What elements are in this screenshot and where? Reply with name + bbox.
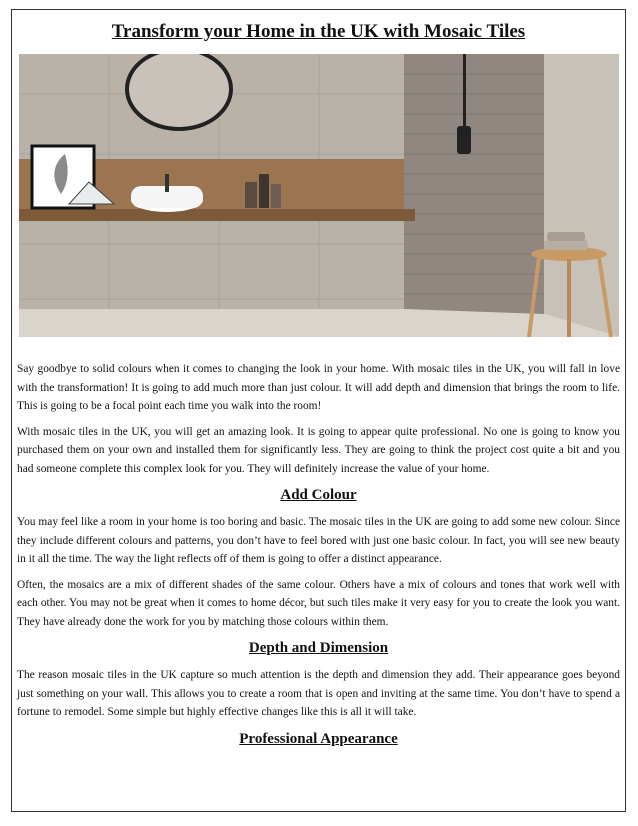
section-paragraph: You may feel like a room in your home is too boring and basic. The mosaic tiles in the UK are going to add some new colour. Since they include different colours and patterns, you don’t have to feel bored with just one basic colour. In fact, you will see new beauty in it all the time. The way the light reflects off of them is going to offer a distinct appearance.: [17, 516, 620, 565]
document-page: [11, 9, 626, 812]
page-title: Transform your Home in the UK with Mosaic Tiles: [111, 21, 526, 42]
bathroom-photo: [19, 54, 619, 337]
section-heading-add-colour: Add Colour: [280, 487, 357, 503]
section-paragraph: The reason mosaic tiles in the UK capture so much attention is the depth and dimension they add. Their appearance goes beyond just something on your wall. This allows you to create a room that is open and inviting at the same time. You don’t have to spend a fortune to remodel. Some simple but highly effective changes like this is all it will take.: [17, 669, 620, 718]
intro-paragraph: Say goodbye to solid colours when it comes to changing the look in your home. With mosaic tiles in the UK, you will fall in love with the transformation! It is going to add much more than just colour. It will add depth and dimension that brings the room to life. This is going to be a focal point each time you walk into the room!: [17, 363, 620, 412]
intro-paragraph: With mosaic tiles in the UK, you will get an amazing look. It is going to appear quite professional. No one is going to know you purchased them on your own and installed them for significantly less. They are going to think the project cost quite a bit and you had someone complete this complex look for you. They will definitely increase the value of your home.: [17, 425, 620, 475]
section-heading-depth-dimension: Depth and Dimension: [248, 640, 389, 656]
section-paragraph: Often, the mosaics are a mix of different shades of the same colour. Others have a mix of colours and tones that work well with each other. You may not be great when it comes to home décor, but such tiles make it very easy for you to create the look you want. They have already done the work for you by matching those colours within them.: [17, 578, 620, 628]
article-body: [17, 360, 620, 757]
section-heading-professional-appearance: Professional Appearance: [239, 730, 398, 747]
bathroom-illustration: [19, 54, 619, 337]
